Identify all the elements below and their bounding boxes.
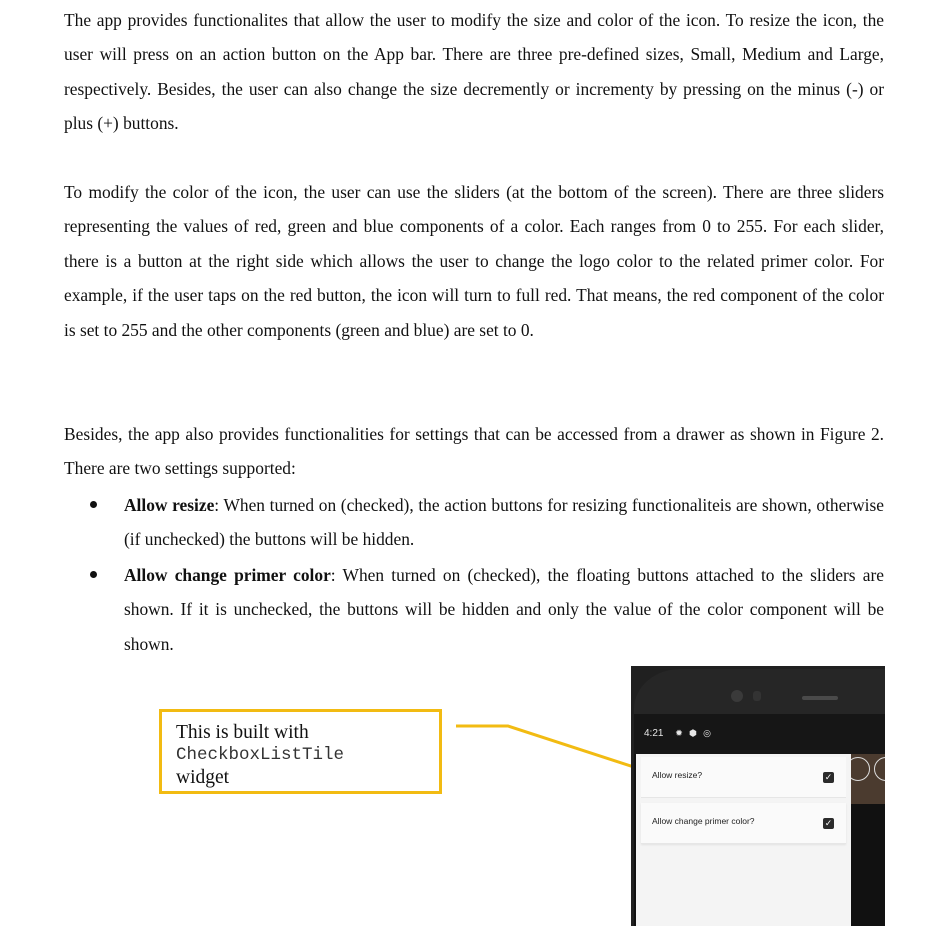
callout-text: widget — [176, 767, 230, 788]
bullet-description: : When turned on (checked), the action buttons for resizing functionaliteis are shown, otherwise (if unchecked) the buttons will be hidden. — [124, 495, 884, 550]
callout-text: This is built with — [176, 722, 309, 743]
setting-label: Allow resize? — [652, 770, 703, 780]
at-icon: ◎ — [703, 728, 711, 738]
bullet-term: Allow resize — [124, 495, 215, 515]
annotation-callout — [159, 709, 442, 794]
settings-paragraph: Besides, the app also provides functionalities for settings that can be accessed from a drawer as shown in Figure 2. There are two settings supported: — [64, 424, 884, 479]
camera-icon — [731, 690, 743, 702]
shield-icon: ⬢ — [689, 728, 697, 738]
phone-top-bezel — [634, 669, 885, 715]
bullet-description: : When turned on (checked), the floating buttons attached to the sliders are shown. If it is unchecked, the buttons will be hidden and only the value of the color component will be shown. — [124, 565, 885, 654]
sensor-icon — [753, 691, 761, 701]
checkbox-checked-icon[interactable]: ✓ — [824, 818, 833, 828]
color-paragraph: To modify the color of the icon, the user can use the sliders (at the bottom of the screen). There are three sliders representing the values of red, green and blue components of a color. Each ranges from 0 to 255. For each slider, there is a button at the right side which allows the user to change the logo color to the related primer color. For example, if the user taps on the red button, the icon will turn to full red. That means, the red component of the color is set to 255 and the other components (green and blue) are set to 0. — [64, 182, 884, 340]
status-time: 4:21 — [644, 728, 664, 739]
gear-icon: ✹ — [675, 728, 683, 738]
callout-widget-name: CheckboxListTile — [176, 745, 345, 765]
phone-mockup — [631, 666, 885, 926]
setting-label: Allow change primer color? — [652, 816, 755, 826]
checkbox-list-tile-allow-change-primer-color[interactable] — [641, 803, 846, 844]
status-bar — [634, 714, 885, 754]
settings-drawer — [636, 754, 851, 926]
bullet-term: Allow change primer color — [124, 565, 331, 585]
checkbox-checked-icon[interactable]: ✓ — [824, 772, 833, 782]
checkbox-list-tile-allow-resize[interactable] — [641, 757, 846, 798]
intro-paragraph: The app provides functionalites that allow the user to modify the size and color of the icon. To resize the icon, the user will press on an action button on the App bar. There are three pre-defined sizes, Small, Medium and Large, respectively. Besides, the user can also change the size decremently or incrementy by pressing on the minus (-) or plus (+) buttons. — [64, 10, 884, 134]
speaker-icon — [802, 696, 838, 700]
